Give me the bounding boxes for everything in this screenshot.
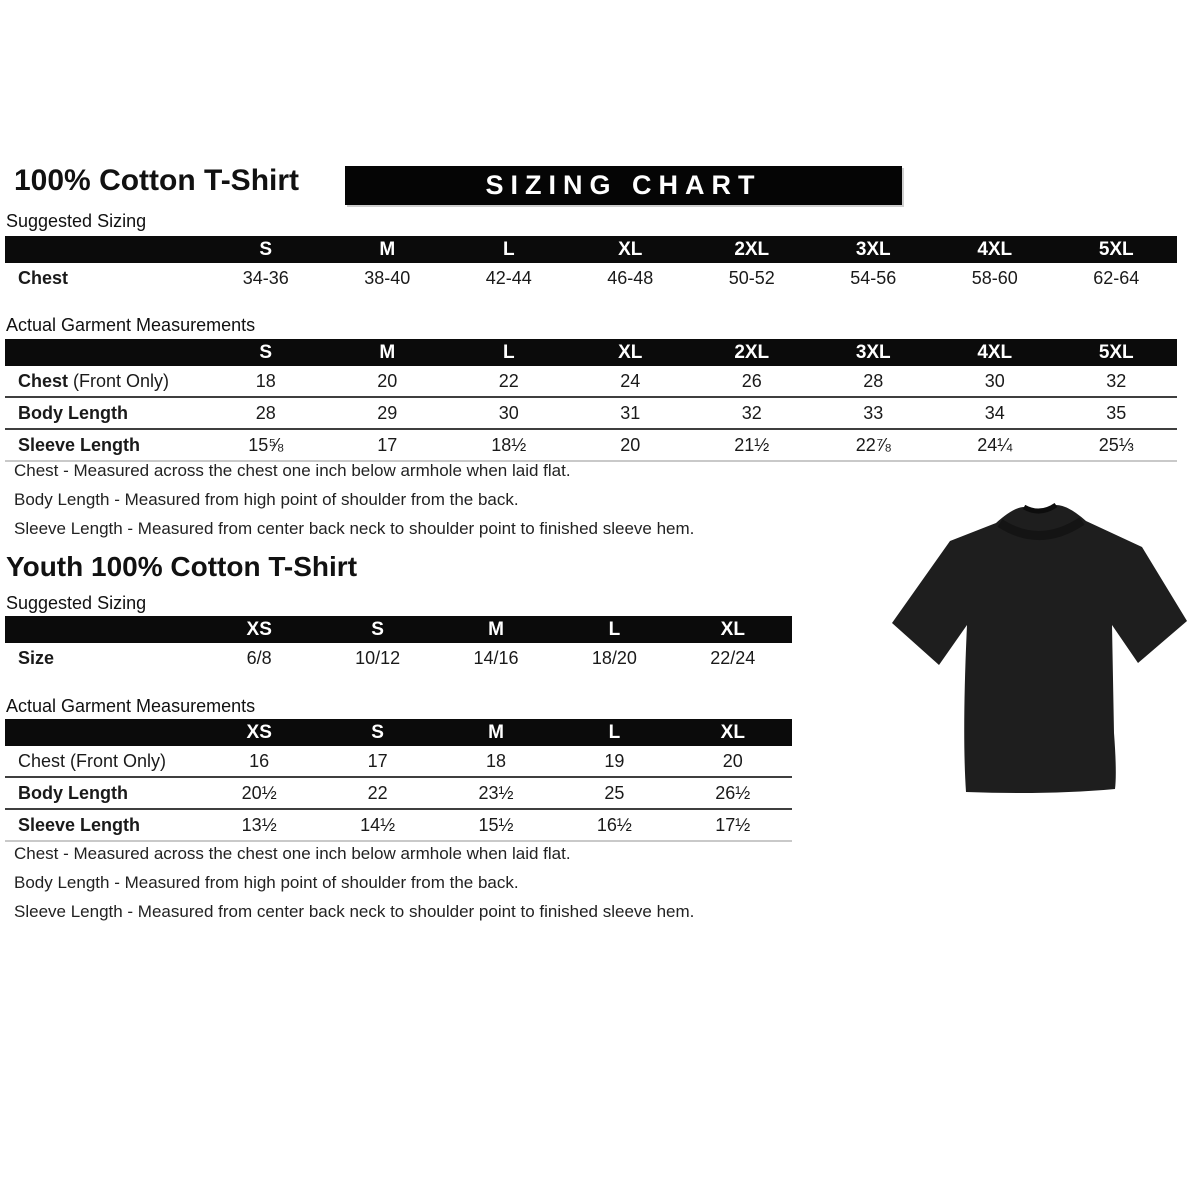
value-cell: 50-52 (728, 267, 775, 288)
value-cell: 30 (984, 370, 1005, 391)
adult-measurement-notes (14, 461, 694, 548)
adult-garment-measurements-label: Actual Garment Measurements (6, 315, 256, 335)
empty-header-cell (5, 616, 200, 643)
value-cell: 18½ (448, 429, 570, 461)
value-cell: 18 (485, 750, 506, 771)
value-cell: 17 (367, 750, 388, 771)
size-header-cell: S (318, 616, 436, 643)
value-cell: 16 (249, 750, 270, 771)
value-cell: 20½ (200, 777, 318, 809)
value-cell: 15⅝ (205, 429, 327, 461)
row-label: Body Length (5, 397, 205, 429)
youth-suggested-sizing-table (5, 616, 792, 673)
size-header-cell: 3XL (813, 236, 935, 263)
value-cell: 23½ (437, 777, 555, 809)
size-header-cell: 5XL (1056, 339, 1178, 366)
value-cell: 16½ (555, 809, 673, 841)
value-cell: 62-64 (1093, 267, 1140, 288)
size-header-cell: L (555, 719, 673, 746)
value-cell: 32 (691, 397, 813, 429)
size-header-cell: M (437, 719, 555, 746)
value-cell: 26½ (674, 777, 792, 809)
value-cell: 14/16 (473, 647, 519, 668)
value-cell: 35 (1056, 397, 1178, 429)
row-label-suffix: (Front Only) (73, 370, 170, 391)
youth-garment-measurements-label: Actual Garment Measurements (6, 696, 256, 716)
size-header-row (5, 719, 792, 746)
note-body-length: Body Length - Measured from high point of shoulder from the back. (14, 873, 519, 892)
note-sleeve-length: Sleeve Length - Measured from center back neck to shoulder point to finished sleeve hem. (14, 519, 695, 538)
size-header-cell: M (327, 236, 449, 263)
value-cell: 34-36 (242, 267, 289, 288)
value-cell: 18 (255, 370, 276, 391)
value-cell: 14½ (318, 809, 436, 841)
youth-garment-measurements-table (5, 719, 792, 842)
table-row-body-length (5, 777, 792, 809)
note-body-length: Body Length - Measured from high point of shoulder from the back. (14, 490, 519, 509)
value-cell: 17½ (674, 809, 792, 841)
size-header-cell: 5XL (1056, 236, 1178, 263)
note-chest: Chest - Measured across the chest one inch below armhole when laid flat. (14, 844, 571, 863)
value-cell: 19 (604, 750, 625, 771)
size-header-cell: S (318, 719, 436, 746)
youth-suggested-sizing-label: Suggested Sizing (6, 593, 147, 613)
value-cell: 46-48 (607, 267, 654, 288)
table-row-chest (5, 746, 792, 777)
size-header-cell: S (205, 236, 327, 263)
row-label: Chest (Front Only) (18, 370, 170, 391)
size-header-cell: XL (674, 719, 792, 746)
adult-suggested-sizing-table (5, 236, 1177, 293)
value-cell: 22 (498, 370, 519, 391)
value-cell: 22⅞ (813, 429, 935, 461)
empty-header-cell (5, 339, 205, 366)
value-cell: 42-44 (485, 267, 532, 288)
adult-garment-measurements-table (5, 339, 1177, 462)
value-cell: 20 (570, 429, 692, 461)
row-label: Sleeve Length (5, 809, 200, 841)
value-cell: 21½ (691, 429, 813, 461)
value-cell: 24 (620, 370, 641, 391)
value-cell: 28 (205, 397, 327, 429)
size-header-cell: XL (570, 236, 692, 263)
value-cell: 17 (327, 429, 449, 461)
sizing-chart-banner: SIZING CHART (345, 166, 902, 205)
value-cell: 58-60 (971, 267, 1018, 288)
value-cell: 25 (555, 777, 673, 809)
note-sleeve-length: Sleeve Length - Measured from center back neck to shoulder point to finished sleeve hem. (14, 902, 695, 921)
value-cell: 54-56 (850, 267, 897, 288)
value-cell: 28 (863, 370, 884, 391)
table-row-body-length (5, 397, 1177, 429)
note-chest: Chest - Measured across the chest one inch below armhole when laid flat. (14, 461, 571, 480)
youth-measurement-notes (14, 844, 694, 931)
adult-section-title: 100% Cotton T-Shirt (14, 164, 300, 197)
size-header-cell: XS (200, 616, 318, 643)
table-row-chest (5, 366, 1177, 397)
value-cell: 29 (327, 397, 449, 429)
table-row-chest (5, 263, 1177, 293)
adult-suggested-sizing-label: Suggested Sizing (6, 211, 147, 231)
empty-header-cell (5, 719, 200, 746)
size-header-cell: 2XL (691, 236, 813, 263)
size-header-cell: M (327, 339, 449, 366)
size-header-cell: 4XL (934, 339, 1056, 366)
value-cell: 18/20 (591, 647, 637, 668)
size-header-row (5, 236, 1177, 263)
size-header-row (5, 339, 1177, 366)
value-cell: 22 (318, 777, 436, 809)
size-header-row (5, 616, 792, 643)
value-cell: 34 (934, 397, 1056, 429)
row-label: Sleeve Length (5, 429, 205, 461)
empty-header-cell (5, 236, 205, 263)
row-label: Chest (Front Only) (18, 750, 167, 771)
size-header-cell: 2XL (691, 339, 813, 366)
value-cell: 20 (722, 750, 743, 771)
row-label: Body Length (5, 777, 200, 809)
value-cell: 13½ (200, 809, 318, 841)
value-cell: 15½ (437, 809, 555, 841)
size-header-cell: 4XL (934, 236, 1056, 263)
row-label: Chest (18, 267, 69, 288)
size-header-cell: XL (570, 339, 692, 366)
size-header-cell: 3XL (813, 339, 935, 366)
size-header-cell: L (555, 616, 673, 643)
size-header-cell: XL (674, 616, 792, 643)
value-cell: 32 (1106, 370, 1127, 391)
value-cell: 20 (377, 370, 398, 391)
table-row-size (5, 643, 792, 673)
youth-section-title: Youth 100% Cotton T-Shirt (6, 551, 358, 582)
value-cell: 30 (448, 397, 570, 429)
size-header-cell: M (437, 616, 555, 643)
value-cell: 6/8 (246, 647, 272, 668)
value-cell: 25⅓ (1056, 429, 1178, 461)
size-header-cell: XS (200, 719, 318, 746)
tshirt-image (888, 483, 1193, 808)
value-cell: 26 (741, 370, 762, 391)
value-cell: 22/24 (710, 647, 756, 668)
value-cell: 38-40 (364, 267, 411, 288)
value-cell: 33 (813, 397, 935, 429)
size-header-cell: S (205, 339, 327, 366)
table-row-sleeve-length (5, 809, 792, 841)
row-label: Size (18, 647, 55, 668)
value-cell: 24¼ (934, 429, 1056, 461)
value-cell: 31 (570, 397, 692, 429)
size-header-cell: L (448, 236, 570, 263)
size-header-cell: L (448, 339, 570, 366)
value-cell: 10/12 (355, 647, 401, 668)
table-row-sleeve-length (5, 429, 1177, 461)
